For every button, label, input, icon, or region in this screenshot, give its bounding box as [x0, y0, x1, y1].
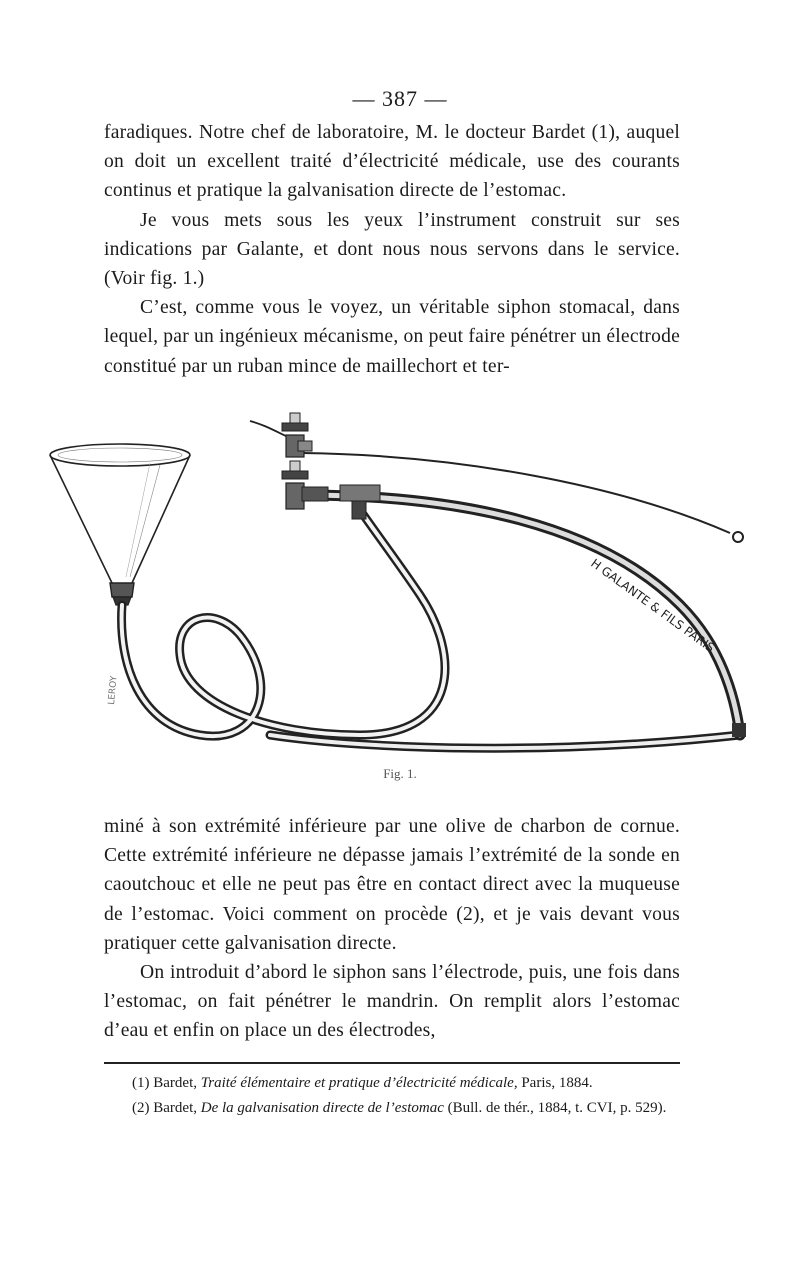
paragraph: miné à son extrémité inférieure par une olive de charbon de cornue. Cette extrémité inférieure ne dépasse jamais l’extrémité de la sonde en caoutchouc et elle ne peut pas être en contact direct avec la muqueuse de l’estomac. Voici comment on procède (2), et je vais devant vous pratiquer cette galvanisation directe. — [104, 816, 680, 954]
funnel-drawing — [50, 444, 190, 605]
footnote-title: De la galvanisation directe de l’estomac — [200, 1100, 444, 1116]
figure-siphon-illustration — [40, 405, 760, 795]
paragraph: Je vous mets sous les yeux l’instrument construit sur ses indications par Galante, et dont nous nous servons dans le service. (Voir fig. 1.) — [104, 209, 680, 290]
body-text-bottom — [104, 812, 680, 1046]
footnote-rest: Paris, 1884. — [521, 1075, 593, 1091]
body-text-top — [104, 118, 680, 381]
footnote-marker: (1) — [132, 1075, 150, 1091]
paragraph: C’est, comme vous le voyez, un véritable siphon stomacal, dans lequel, par un ingénieux mécanisme, on peut faire pénétrer un électrode constitué par un ruban mince de maillechort et ter- — [104, 297, 680, 377]
paragraph: On introduit d’abord le siphon sans l’électrode, puis, une fois dans l’estomac, on fait pénétrer le mandrin. On remplit alors l’estomac d’eau et enfin on place un des électrodes, — [104, 962, 680, 1042]
footnote-rest: (Bull. de thér., 1884, t. CVI, p. 529). — [447, 1100, 667, 1116]
footnote — [104, 1072, 680, 1095]
maker-mark: H GALANTE & FILS PARIS — [588, 556, 718, 656]
engraver-signature: LEROY — [107, 675, 120, 706]
footnote-marker: (2) — [132, 1100, 150, 1116]
electrode-wire-drawing — [250, 421, 743, 542]
footnotes — [104, 1072, 680, 1122]
footnote-title: Traité élémentaire et pratique d’électricité médicale, — [200, 1075, 518, 1091]
footnote-author: Bardet, — [153, 1075, 197, 1091]
footnote — [104, 1097, 680, 1120]
tap-upper-drawing — [282, 413, 312, 457]
page-number: — 387 — — [352, 86, 448, 111]
footnote-divider — [104, 1062, 680, 1064]
rubber-tube-drawing — [122, 507, 740, 748]
footnote-author: Bardet, — [153, 1100, 197, 1116]
paragraph: faradiques. Notre chef de laboratoire, M. le docteur Bardet (1), auquel on doit un excellent traité d’électricité médicale, use des courants continus et pratique la galvanisation directe de l’estomac. — [104, 122, 680, 202]
figure-caption: Fig. 1. — [383, 766, 417, 781]
